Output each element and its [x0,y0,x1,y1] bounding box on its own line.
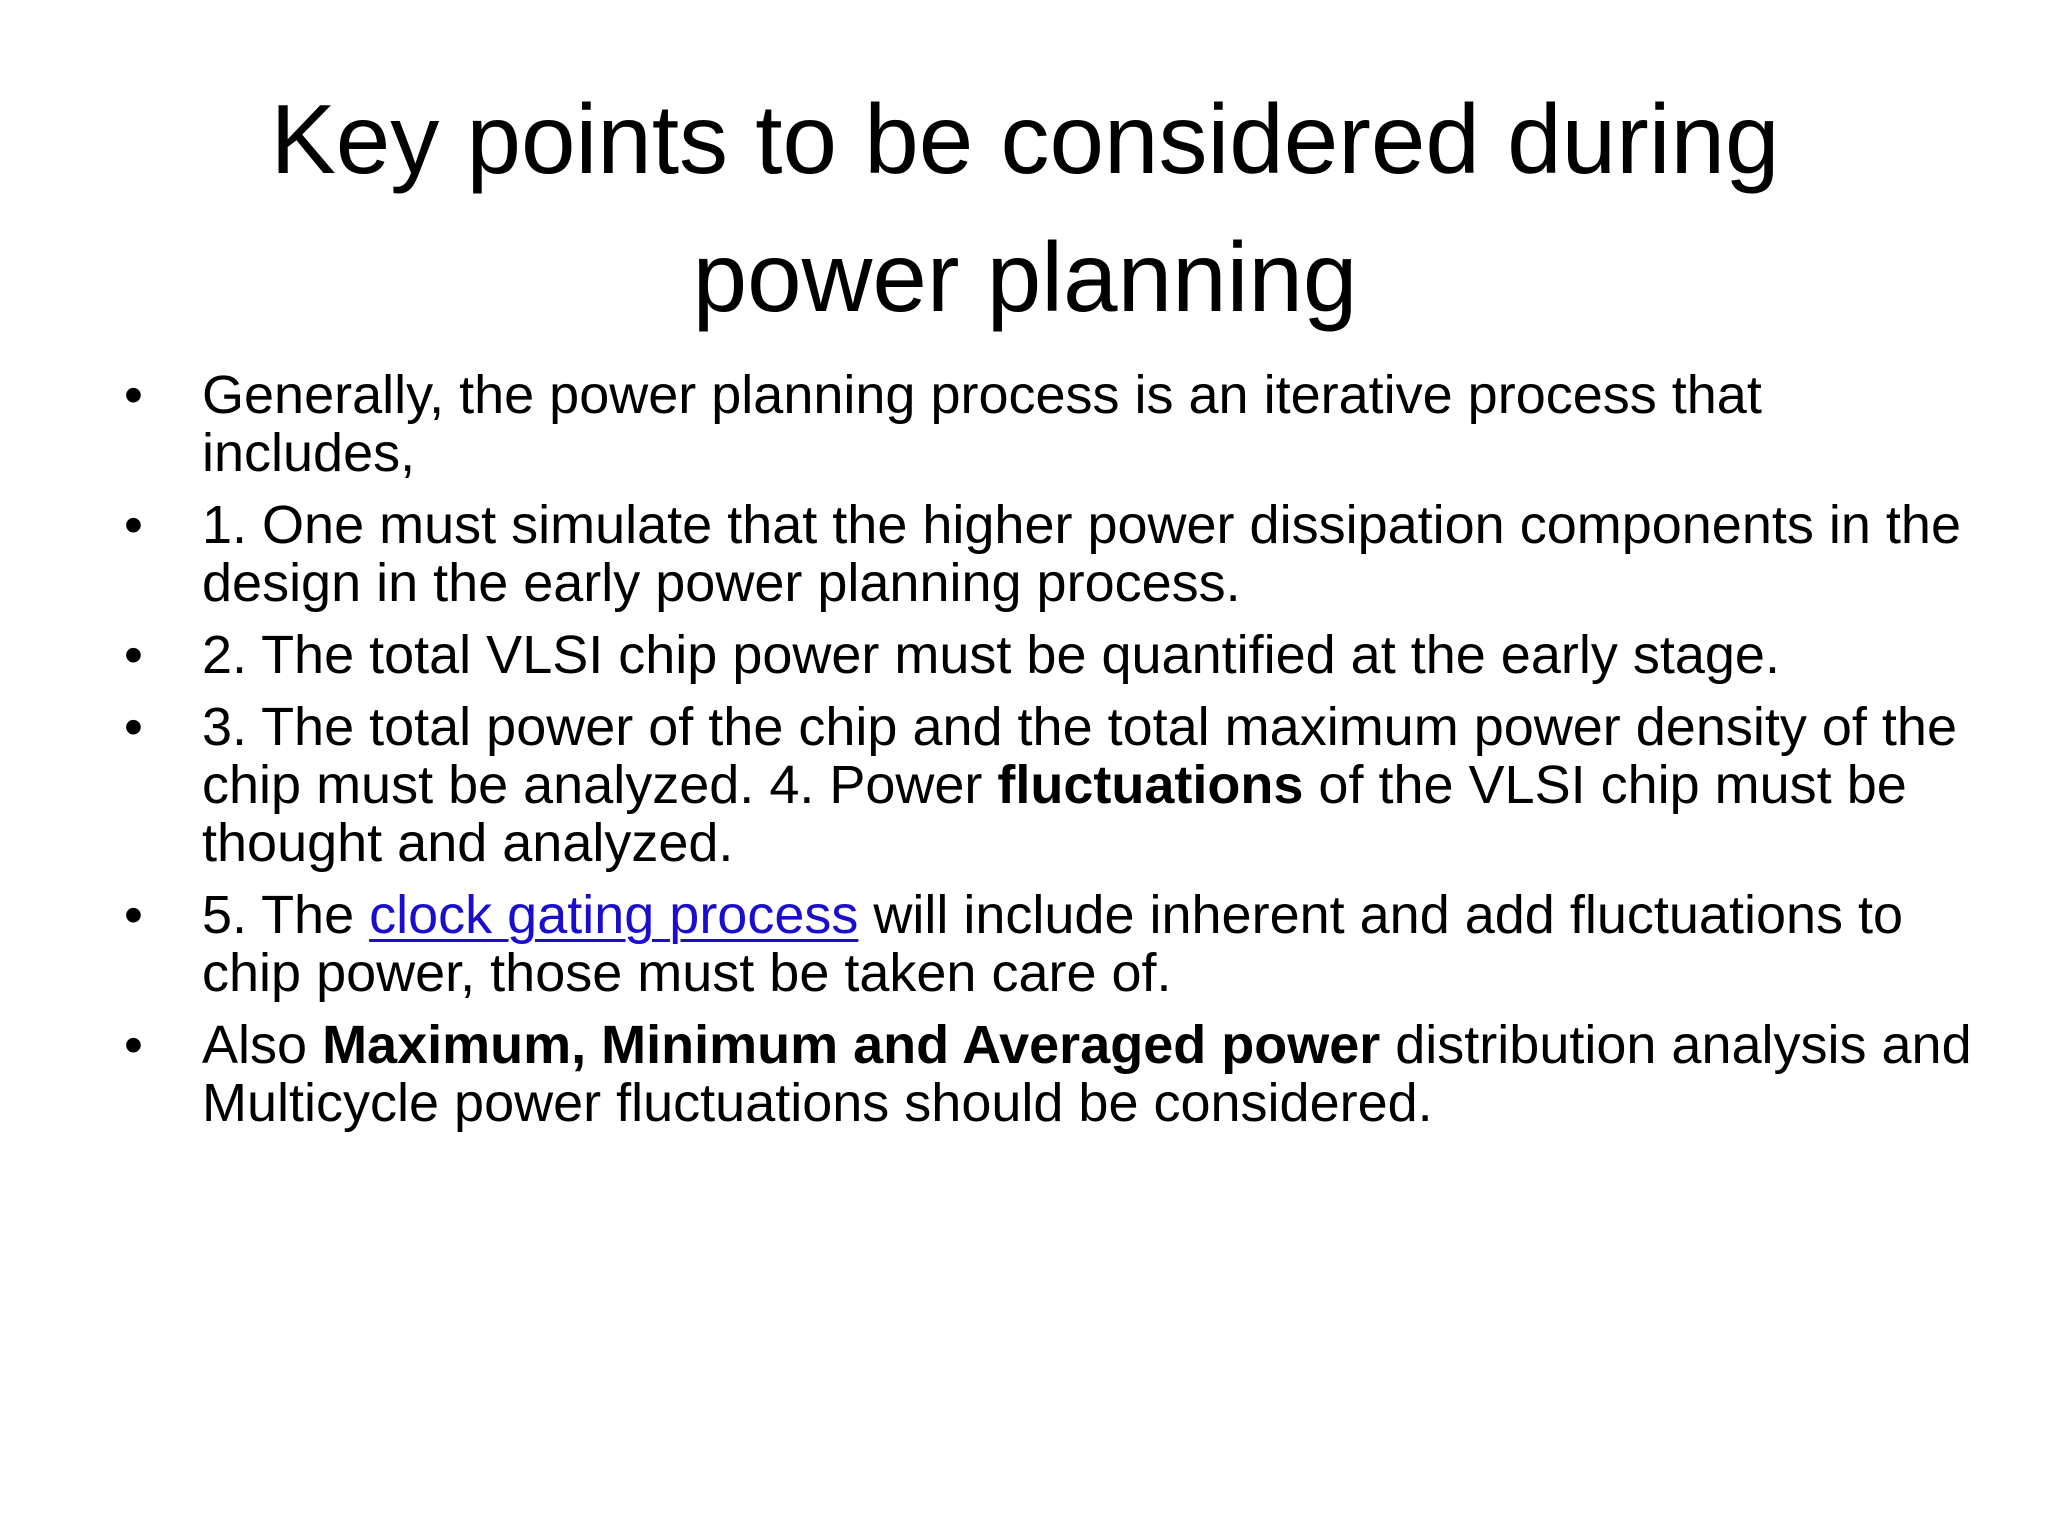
bullet-text-part-1: 3. The total power of the chip and the total maximum power density of the chip must be analyzed. 4. Power [202,697,1957,815]
bullet-dot-icon: • [124,495,143,555]
bullet-text: Generally, the power planning process is an iterative process that includes, [202,365,1762,483]
slide-title-line-2: power planning [692,222,1358,332]
bullet-text-part-1: 5. The [202,885,370,945]
bullet-text: 2. The total VLSI chip power must be quantified at the early stage. [202,625,1780,685]
slide-title-line-1: Key points to be considered during [270,84,1780,194]
bullet-text-part-2: will include inherent and add fluctuations to chip power, those must be taken care of. [202,885,1904,1003]
bullet-text-part-2: distribution analysis and Multicycle power fluctuations should be considered. [202,1015,1972,1133]
bullet-dot-icon: • [124,365,143,425]
bullet-item-6 [114,1016,1974,1132]
bullet-item-2 [114,496,1974,612]
bullet-dot-icon: • [124,625,143,685]
bullet-item-1 [114,366,1974,482]
bullet-text-part-1: Also [202,1015,323,1075]
bullet-text-part-2: of the VLSI chip must be thought and analyzed. [202,755,1907,873]
clock-gating-link[interactable]: clock gating process [369,885,859,945]
bullet-list [114,366,1974,1146]
bullet-text: 1. One must simulate that the higher power dissipation components in the design in the early power planning process. [202,495,1961,613]
bullet-item-4 [114,698,1974,872]
bullet-bold-text: fluctuations [997,755,1304,815]
bullet-item-3 [114,626,1974,684]
bullet-dot-icon: • [124,1015,143,1075]
bullet-bold-text: Maximum, Minimum and Averaged power [322,1015,1381,1075]
bullet-dot-icon: • [124,885,143,945]
slide-title [140,70,1910,346]
bullet-item-5 [114,886,1974,1002]
bullet-dot-icon: • [124,697,143,757]
